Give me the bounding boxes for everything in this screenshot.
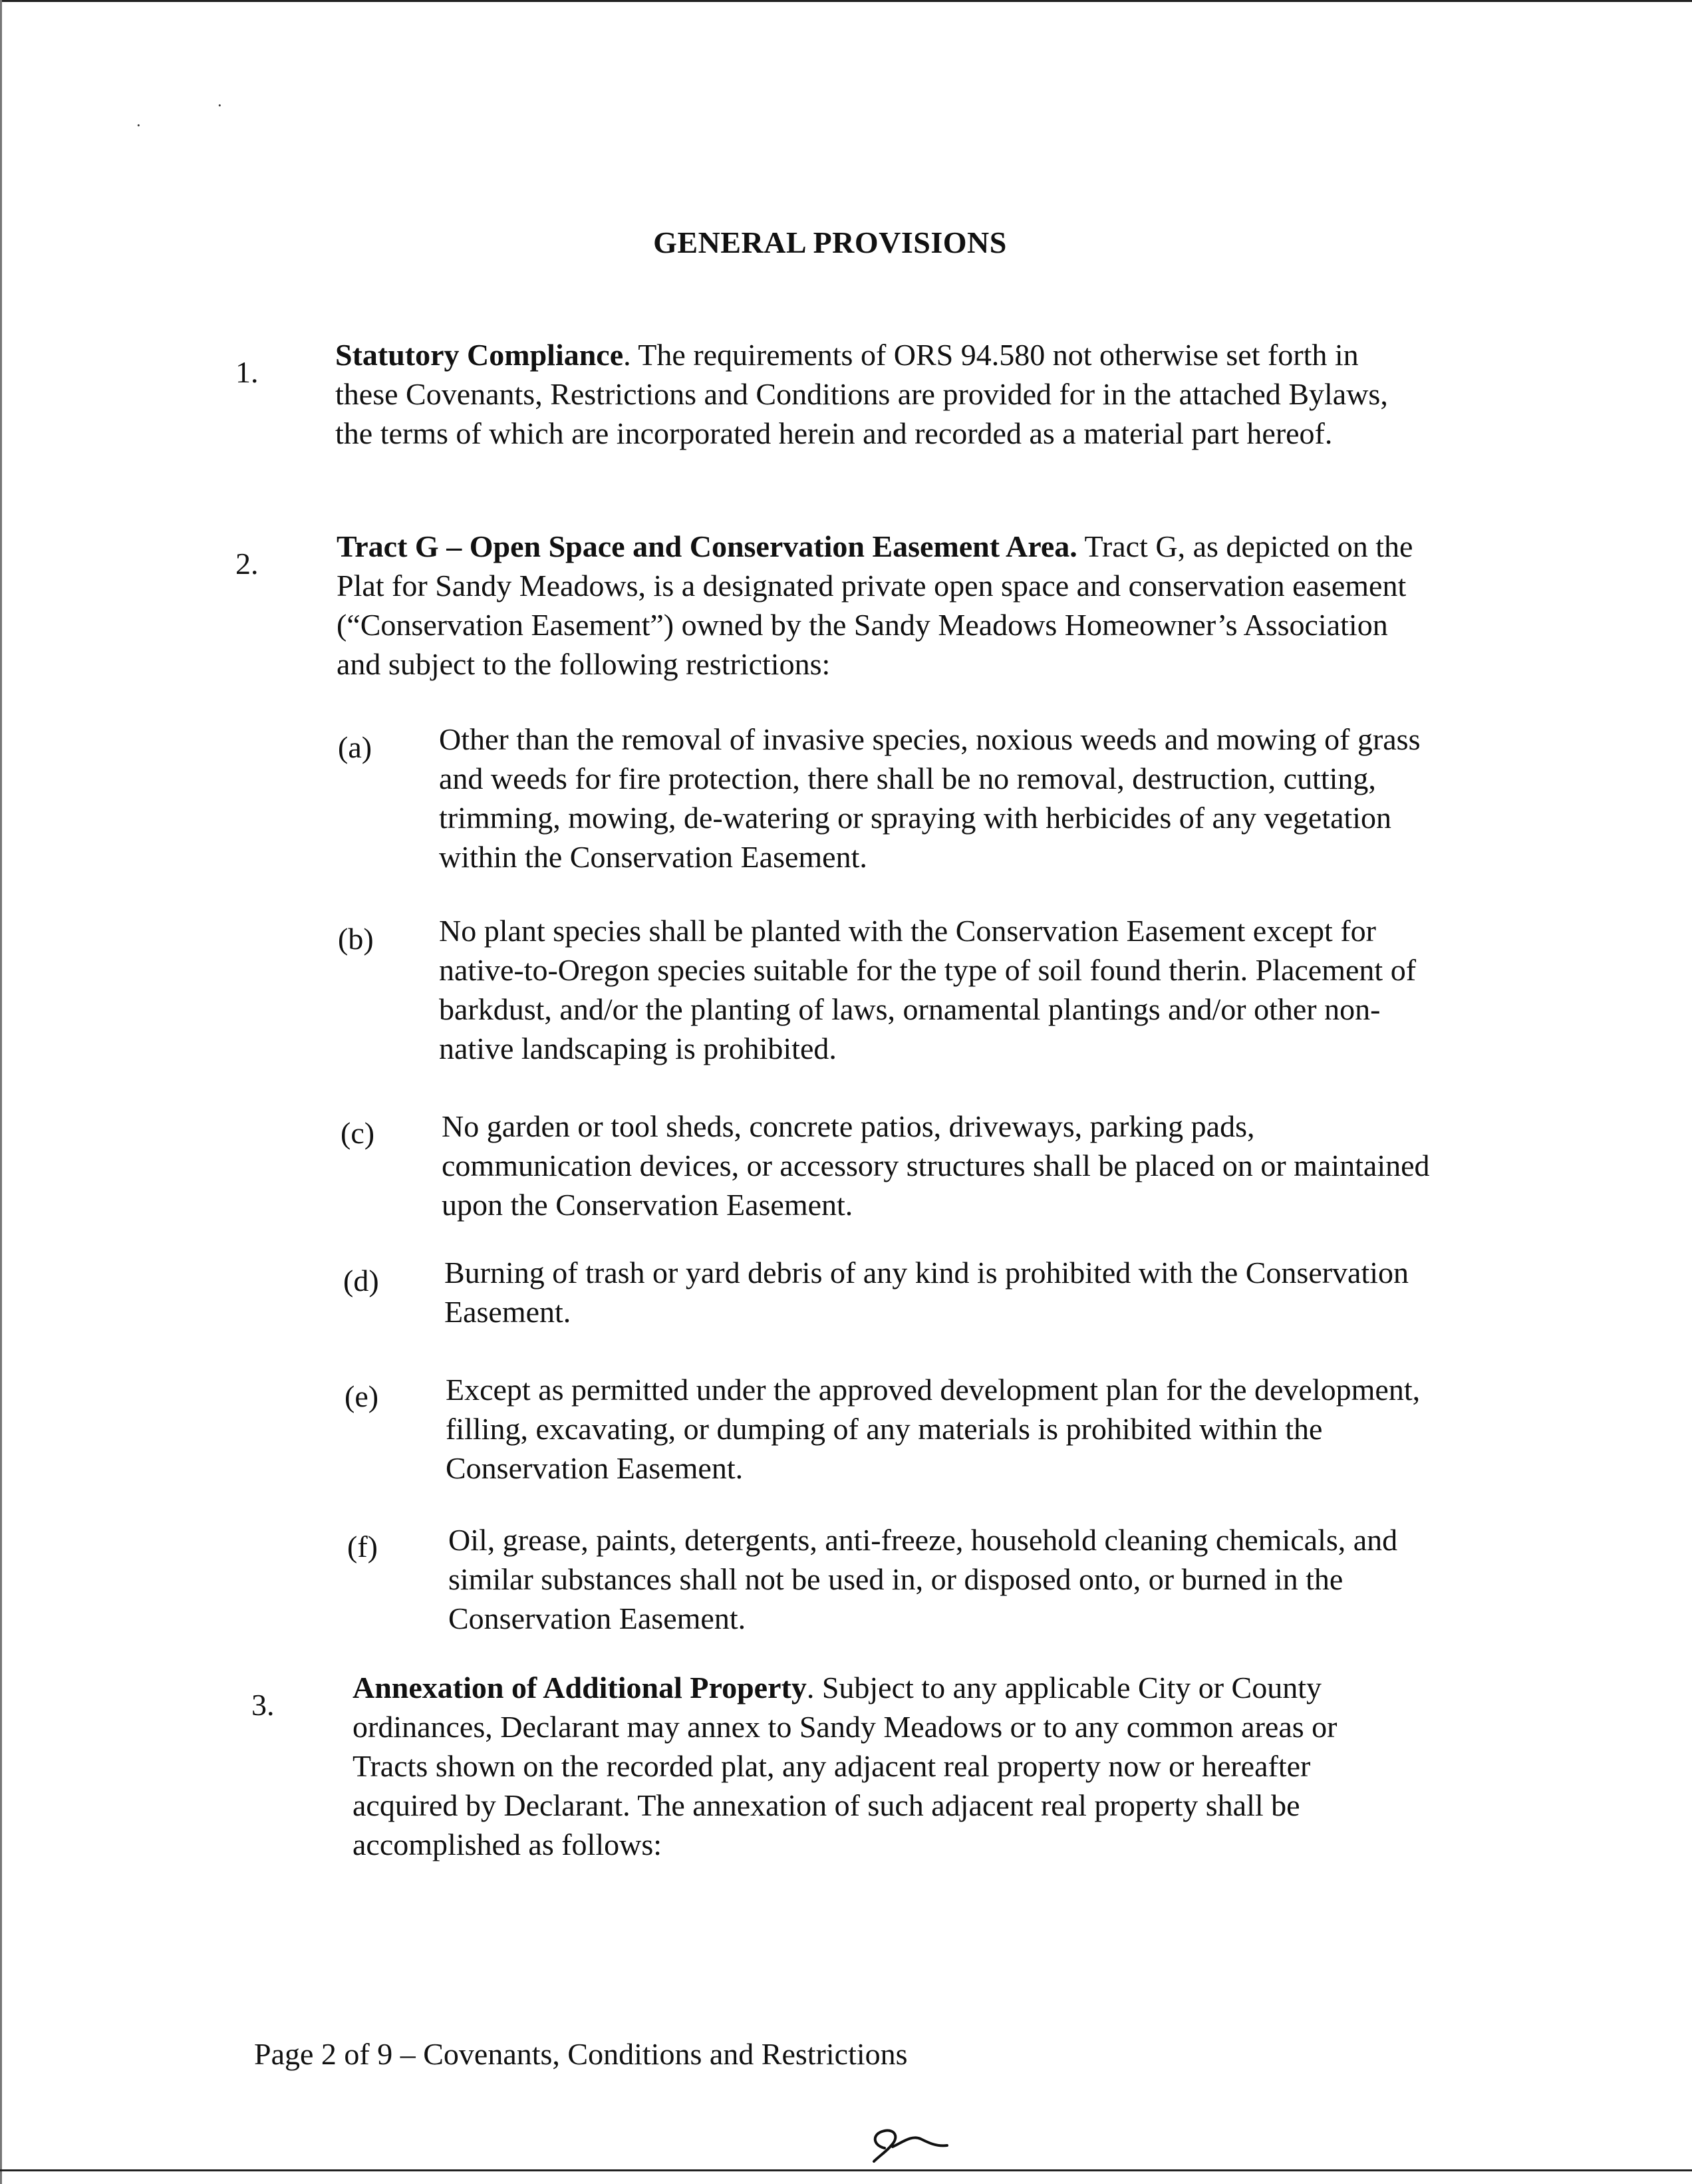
handwritten-initials <box>865 2116 951 2169</box>
item-text: . Subject to any applicable City or County ordinances, Declarant may annex to Sandy Meadows or to any common areas or Tracts shown on the recorded plat, any adjacent real property now or hereafter acquired by Declarant. The annexation of such adjacent real property shall be accomplished as follows: <box>352 1671 1338 1861</box>
item-text: Tract G, as depicted on the Plat for Sandy Meadows, is a designated private open space and conservation easement (“Conservation Easement”) owned by the Sandy Meadows Homeowner’s Association and subject to the following restrictions: <box>337 529 1413 681</box>
item-number: 2. <box>235 547 259 581</box>
restriction-text: Except as permitted under the approved development plan for the development, filling, excavating, or dumping of any materials is prohibited within the Conservation Easement. <box>446 1373 1421 1485</box>
restriction-letter: (f) <box>347 1530 378 1564</box>
item-body <box>337 527 1427 684</box>
restriction-letter: (e) <box>345 1379 379 1413</box>
restriction-letter: (a) <box>338 730 372 764</box>
item-text: . The requirements of ORS 94.580 not otherwise set forth in these Covenants, Restrictions and Conditions are provided for in the attached Bylaws, the terms of which are incorporated herein and recorded as a material part hereof. <box>335 338 1388 450</box>
item-heading: Statutory Compliance <box>335 338 624 372</box>
restriction-text: No plant species shall be planted with the Conservation Easement except for native-to-Oregon species suitable for the type of soil found therin. Placement of barkdust, and/or the planting of laws, ornamental plantings and/or other non-native landscaping is prohibited. <box>439 914 1417 1065</box>
restriction-letter: (d) <box>343 1264 379 1297</box>
restriction-text: Oil, grease, paints, detergents, anti-freeze, household cleaning chemicals, and similar substances shall not be used in, or disposed onto, or burned in the Conservation Easement. <box>448 1523 1398 1635</box>
restriction-text: Burning of trash or yard debris of any kind is prohibited with the Conservation Easement. <box>444 1256 1409 1329</box>
restriction-letter: (c) <box>341 1116 375 1150</box>
restriction-text: No garden or tool sheds, concrete patios, driveways, parking pads, communication devices, or accessory structures shall be placed on or maintained upon the Conservation Easement. <box>442 1109 1430 1222</box>
item-heading: Tract G – Open Space and Conservation Easement Area. <box>337 529 1077 563</box>
page-title: GENERAL PROVISIONS <box>653 225 1007 259</box>
item-body <box>352 1668 1417 1864</box>
item-body <box>335 335 1426 453</box>
scan-speck: · <box>217 96 223 115</box>
restriction-letter: (b) <box>338 922 374 956</box>
scan-speck: · <box>136 116 142 135</box>
item-heading: Annexation of Additional Property <box>352 1671 807 1705</box>
page-footer: Page 2 of 9 – Covenants, Conditions and Restrictions <box>254 2037 908 2071</box>
item-number: 1. <box>235 355 259 389</box>
restriction-text: Other than the removal of invasive species, noxious weeds and mowing of grass and weeds for fire protection, there shall be no removal, destruction, cutting, trimming, mowing, de-watering or spraying with herbicides of any vegetation within the Conservation Easement. <box>439 722 1421 874</box>
scan-left-edge <box>0 0 2 2184</box>
scan-top-edge <box>0 0 1692 2</box>
scan-bottom-edge <box>0 2169 1692 2171</box>
item-number: 3. <box>251 1688 275 1722</box>
